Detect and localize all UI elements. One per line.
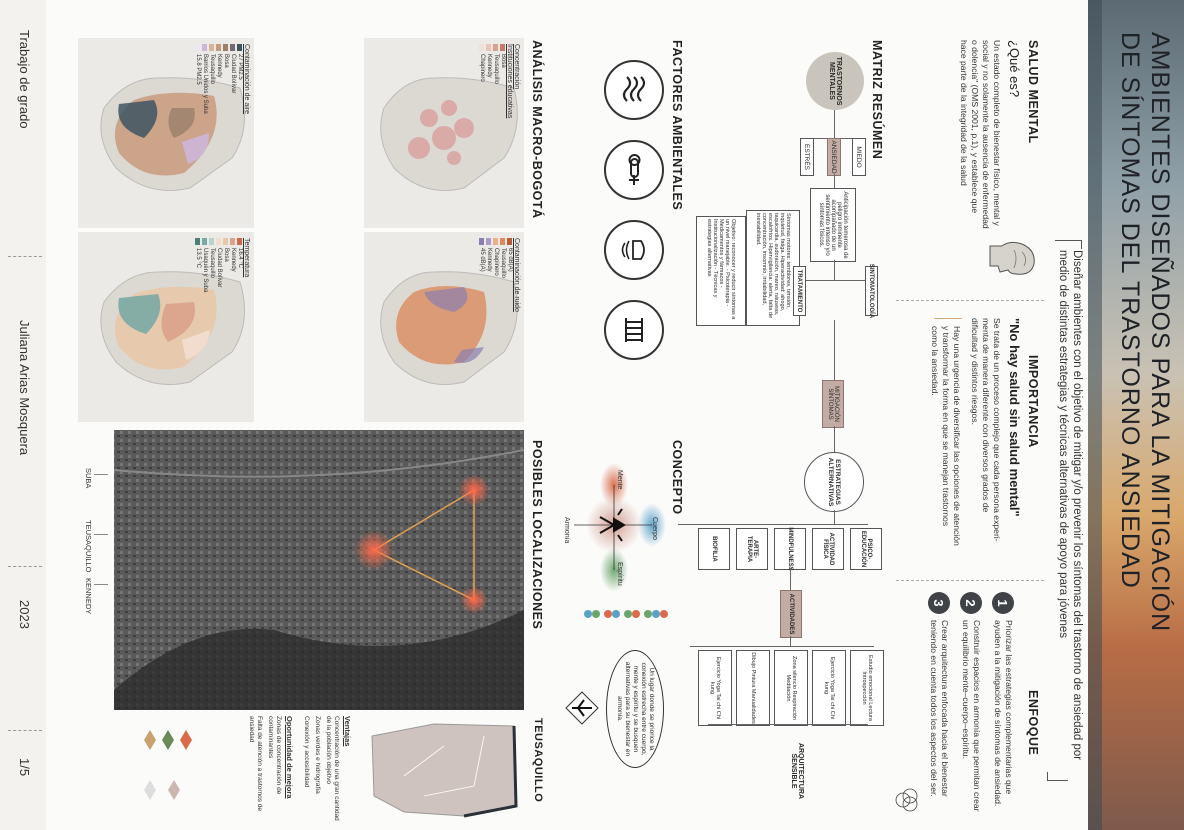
legend-item: Kennedy xyxy=(230,248,236,272)
matriz-ansiedad: ANSIEDAD xyxy=(827,138,841,176)
matriz-sintomas-text: Síntomas motores: temblores, tensión, inquietud, fatiga. Hiperactividad: ahogo, taquicardia, sudoración, mareo, náuseas, escalofríos. Hipervigilancia: alerta, falta de concentración, insomnio, irritabilidad, inestabilidad. xyxy=(746,210,800,326)
legend-item: Teusaquillo xyxy=(209,248,215,279)
analisis-heading: ANÁLISIS MACRO-BOGOTÁ xyxy=(530,40,544,219)
location-teusaquillo: TEUSAQUILLO xyxy=(84,520,93,573)
enfoque-heading: ENFOQUE xyxy=(1026,690,1040,756)
matriz-sintomatologia: SINTOMATOLOGÍA xyxy=(865,266,878,316)
connector xyxy=(806,280,866,281)
salud-mental-question: ¿Qué es? xyxy=(1007,40,1022,98)
teusaquillo-locality-map xyxy=(364,716,524,824)
subtitle: Diseñar ambientes con el objetivo de mitigar y/o prevenir los síntomas del trastorno de ansiedad por medio de distintas estrategias y técnicas alternativas de apoyo para jóvenes xyxy=(1057,250,1083,761)
legend-item: Barrios Unidos y Suba xyxy=(202,54,208,114)
map-aire-title: Contaminación de aire xyxy=(243,44,250,115)
matriz-estres: ESTRÉS xyxy=(800,138,814,176)
footer-trabajo: Trabajo de grado xyxy=(17,30,32,129)
venn-icon xyxy=(894,785,920,815)
map-aire-legend xyxy=(194,44,250,134)
air-pollution-icon xyxy=(604,60,664,120)
teusaquillo-heading: TEUSAQUILLO xyxy=(532,718,544,803)
connector xyxy=(834,260,835,280)
rama-biofilia: BIOFILIA xyxy=(698,528,730,570)
footer-separator xyxy=(8,256,42,257)
divider-2 xyxy=(896,580,1044,581)
rama-mindfulness: MINDFULNESS xyxy=(774,528,806,570)
importancia-text-2: Hay una urgencia de diversificar las opciones de atención y transformar la forma en que se manejan trastornos como la ansiedad. xyxy=(930,326,962,546)
actividad-1: Estudio emocional Lectura Introspección xyxy=(850,650,884,726)
map-temperatura-title: Temperatura xyxy=(243,238,250,278)
importancia-text-1: Se trata de un proceso complejo que cada persona experi-menta de manera diferente con diversos grados de dificultad y distintos riesgos. xyxy=(970,318,1002,542)
concepto-description: Un lugar donde se priorice la conexión estrecha entre cuerpo, mente y espíritu y se busquen alternativas para su bienestar en armonía. xyxy=(606,650,664,768)
concept-color-dots xyxy=(584,606,672,640)
legend-item: Usaquén y Suba xyxy=(202,248,208,293)
connector xyxy=(790,636,791,646)
subtitle-bracket-left xyxy=(1055,240,1082,249)
concept-sketch-icon xyxy=(564,690,600,726)
divider-1 xyxy=(896,300,1044,301)
legend-item: Teusaquillo xyxy=(493,54,499,85)
concepto-mente: Mente xyxy=(616,470,623,490)
matriz-mitigacion: MITIGACIÓN SÍNTOMAS xyxy=(822,380,844,428)
rama-psico-educacion: PSICO-EDUCACIÓN xyxy=(850,528,882,570)
matriz-anticipacion: Anticipación temerosa de peligro inminente acompañado de un sentimiento intenso y/o síntomas físicos. xyxy=(810,188,856,262)
importancia-quote: "No hay salud sin salud mental" xyxy=(1007,318,1022,517)
legend-item: Teusaquillo xyxy=(209,54,215,85)
enfoque-item-2: Construir espacios en armonía que permitan crear un equilibrio mente–cuerpo–espíritu. xyxy=(961,620,982,812)
legend-item: 65 dB(A) xyxy=(507,248,513,272)
connector xyxy=(834,426,835,452)
footer xyxy=(0,0,46,830)
teusaquillo-ventajas xyxy=(247,716,352,824)
legend-item: Ciudad Bolívar xyxy=(230,54,236,94)
legend-item: Bosa xyxy=(500,54,506,68)
map-instituciones-legend xyxy=(478,44,520,124)
footer-separator xyxy=(8,566,42,567)
connector xyxy=(834,320,835,380)
matriz-miedo: MIEDO xyxy=(852,138,866,176)
legend-item: Kennedy xyxy=(216,54,222,78)
title-line-2: DE SÍNTOMAS DEL TRASTORNO ANSIEDAD xyxy=(1116,32,1144,589)
footer-separator xyxy=(8,730,42,731)
salud-mental-heading: SALUD MENTAL xyxy=(1026,40,1040,144)
footer-year: 2023 xyxy=(17,600,32,629)
header-bar xyxy=(1088,0,1102,830)
legend-item: Ciudad Bolívar xyxy=(216,248,222,288)
legend-item: Chapinero xyxy=(479,54,485,82)
legend-item: Bosa xyxy=(223,248,229,262)
connector xyxy=(708,724,868,725)
ventaja-1: Concentración de una gran cantidad de la población objetivo xyxy=(325,716,340,821)
head-sketch-illustration xyxy=(982,238,1040,278)
legend-item: Teusaquillo xyxy=(500,248,506,279)
legend-item: 27 PM2.5 xyxy=(237,54,243,80)
connector xyxy=(834,510,835,524)
matriz-root-node: TRASTORNOS MENTALES xyxy=(806,52,864,110)
connector xyxy=(790,568,791,590)
matriz-heading: MATRIZ RESÚMEN xyxy=(870,40,884,160)
connector xyxy=(678,524,868,525)
connector xyxy=(834,110,835,138)
map-ruido-title: Contaminación de ruido xyxy=(513,238,520,312)
rama-actividad-fisica: ACTIVIDAD FÍSICA xyxy=(812,528,844,570)
subtitle-bracket-right xyxy=(1047,772,1068,781)
localizaciones-labels xyxy=(48,430,108,710)
actividad-5: Ejercicio Yoga Tai chi Chi kung xyxy=(698,650,732,726)
oportunidad-1: Zonas de concentración de contaminantes xyxy=(267,716,282,795)
location-suba: SUBA xyxy=(84,468,93,489)
footer-author: Juliana Arias Mosquera xyxy=(17,320,32,456)
enfoque-item-1: Priorizar las estrategias complementarias que ayuden a la mitigación de síntomas de ansiedad. xyxy=(993,620,1014,807)
concepto-heading: CONCEPTO xyxy=(670,440,684,515)
legend-item: 45 dB(A) xyxy=(479,248,485,272)
salud-mental-text: Un estado completo de bienestar físico, mental y social y no solamente la ausencia de enfermedad o dolencia" (OMS 2001, p.1), y establece que hace parte de la integridad de la salud xyxy=(959,40,1002,229)
ventaja-2: Zonas verdes e hidrografía xyxy=(314,716,321,794)
legend-item: Kennedy xyxy=(486,248,492,272)
connector xyxy=(834,174,835,188)
map-temperatura-legend xyxy=(194,238,250,328)
legend-item: Chapinero xyxy=(493,248,499,276)
enfoque-number-2: 2 xyxy=(960,592,982,614)
factores-heading: FACTORES AMBIENTALES xyxy=(670,40,684,211)
legend-item: Bosa xyxy=(223,54,229,68)
matriz-arquitectura-sensible: ARQUITECTURA SENSIBLE xyxy=(790,743,804,799)
legend-item: Kennedy xyxy=(486,54,492,78)
matriz-tratamiento: TRATAMIENTO xyxy=(793,266,806,316)
matriz-estrategias-node: ESTRATEGIAS ALTERNATIVAS xyxy=(804,452,864,512)
legend-item: 15.8 PM2.5 xyxy=(195,54,201,85)
legend-item: 13.5 °C xyxy=(195,248,201,269)
rama-arte-terapia: ARTE-TERAPIA xyxy=(736,528,768,570)
concepto-espiritu: Espíritu xyxy=(616,562,623,586)
map-ruido-legend xyxy=(478,238,520,318)
importancia-heading: IMPORTANCIA xyxy=(1026,355,1040,448)
teusaquillo-icons xyxy=(114,720,194,820)
concepto-armonia: Armonía xyxy=(563,517,570,544)
actividad-2: Ejercicio Yoga Tai chi Chi kung xyxy=(812,650,846,726)
enfoque-item-3: Crear arquitectura enfocada hacia el bienestar teniendo en cuenta todos los aspectos del ser. xyxy=(929,620,950,797)
oportunidad-title: Oportunidad de mejora xyxy=(285,716,294,799)
enfoque-number-3: 3 xyxy=(928,592,950,614)
noise-icon xyxy=(604,220,664,280)
matriz-actividades: ACTIVIDADES xyxy=(780,590,802,638)
localizaciones-heading: POSIBLES LOCALIZACIONES xyxy=(530,440,544,630)
education-icon xyxy=(604,300,664,360)
location-kennedy: KENNEDY xyxy=(84,578,93,615)
map-instituciones-title: Concentración Instituciones educativas xyxy=(506,44,520,119)
oportunidad-2: Falta de atención a trastornos de ansiedad xyxy=(248,716,263,812)
satellite-map xyxy=(114,430,524,710)
title-line-1: AMBIENTES DISEÑADOS PARA LA MITIGACIÓN xyxy=(1146,32,1174,633)
ventaja-3: Conexión y accesibilidad xyxy=(303,716,310,788)
enfoque-number-1: 1 xyxy=(992,592,1014,614)
matriz-tratamiento-text: Objetivo: reconocer y reducir síntomas a un nivel manejable. - Psicoterapia - Medicamentos y fármacos - Institucionalización - Técnicas y estrategias alternativas xyxy=(696,216,746,326)
importancia-accent-line xyxy=(934,318,962,319)
connector xyxy=(690,646,874,647)
actividad-3: Zona silencio Respiración Meditación xyxy=(774,650,808,726)
ventajas-title: Ventajas xyxy=(343,716,352,747)
actividad-4: Dibujo Pintura Manualidades xyxy=(736,650,770,726)
legend-item: 16.4 °C xyxy=(237,248,243,269)
temperature-icon xyxy=(604,140,664,200)
header-band xyxy=(1088,0,1184,830)
concepto-cuerpo: Cuerpo xyxy=(651,517,658,540)
footer-page: 1/5 xyxy=(17,758,32,777)
